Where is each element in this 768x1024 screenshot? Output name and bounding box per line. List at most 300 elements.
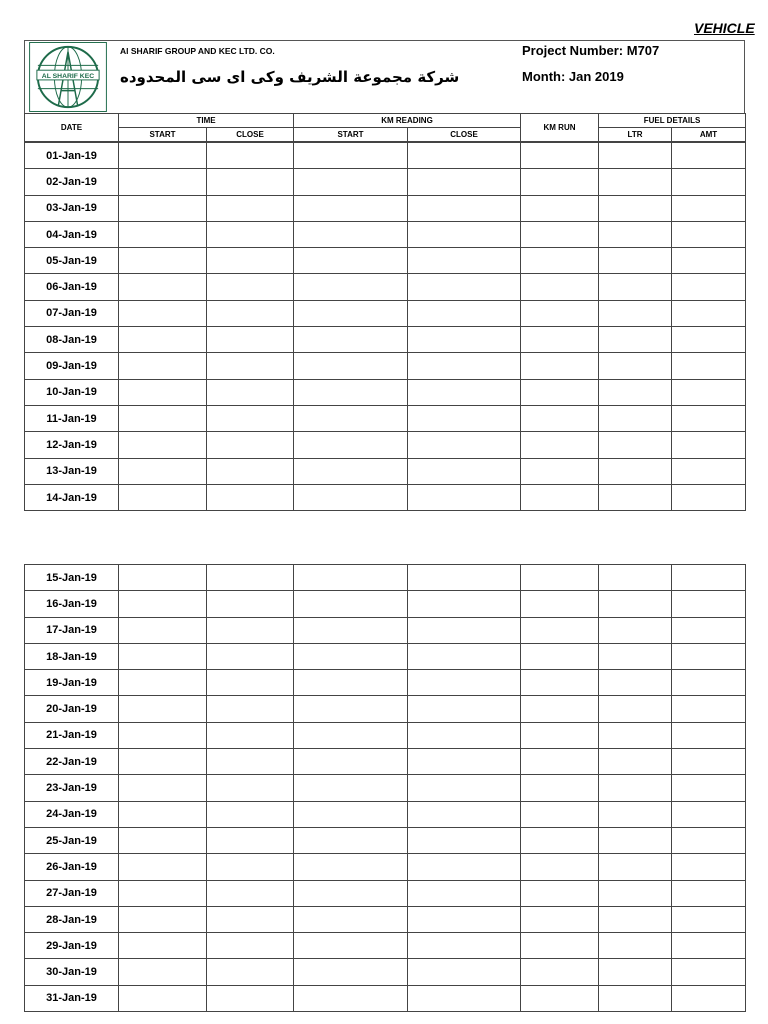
- table-row: [25, 221, 746, 247]
- km-start-cell[interactable]: [294, 221, 408, 247]
- km-start-cell[interactable]: [294, 458, 408, 484]
- km-run-cell[interactable]: [521, 327, 599, 353]
- table-row: [25, 985, 746, 1011]
- km-close-cell[interactable]: [408, 880, 521, 906]
- fuel-amt-cell[interactable]: [672, 274, 746, 300]
- time-start-cell[interactable]: [119, 827, 207, 853]
- time-close-cell[interactable]: [207, 749, 294, 775]
- km-run-cell[interactable]: [521, 722, 599, 748]
- time-close-cell[interactable]: [207, 565, 294, 591]
- date-cell: 20-Jan-19: [25, 696, 119, 722]
- km-run-cell[interactable]: [521, 880, 599, 906]
- fuel-amt-cell[interactable]: [672, 906, 746, 932]
- fuel-amt-cell[interactable]: [672, 854, 746, 880]
- table-row: [25, 432, 746, 458]
- project-number: Project Number: M707: [522, 43, 660, 58]
- fuel-details-column-header: FUEL DETAILS: [599, 114, 746, 128]
- time-close-cell[interactable]: [207, 274, 294, 300]
- fuel-amt-cell[interactable]: [672, 643, 746, 669]
- time-start-cell[interactable]: [119, 327, 207, 353]
- time-close-cell[interactable]: [207, 221, 294, 247]
- fuel-ltr-cell[interactable]: [599, 959, 672, 985]
- table-row: [25, 353, 746, 379]
- fuel-ltr-cell[interactable]: [599, 458, 672, 484]
- km-close-cell[interactable]: [408, 484, 521, 510]
- km-start-cell[interactable]: [294, 432, 408, 458]
- km-start-cell[interactable]: [294, 880, 408, 906]
- km-close-cell[interactable]: [408, 195, 521, 221]
- km-run-cell[interactable]: [521, 565, 599, 591]
- table-row: [25, 565, 746, 591]
- km-start-cell[interactable]: [294, 670, 408, 696]
- km-start-cell[interactable]: [294, 379, 408, 405]
- time-close-cell[interactable]: [207, 143, 294, 169]
- fuel-ltr-cell[interactable]: [599, 617, 672, 643]
- km-start-cell[interactable]: [294, 300, 408, 326]
- km-start-cell[interactable]: [294, 195, 408, 221]
- date-cell: 19-Jan-19: [25, 670, 119, 696]
- km-run-cell[interactable]: [521, 827, 599, 853]
- time-close-cell[interactable]: [207, 379, 294, 405]
- table-row: [25, 722, 746, 748]
- time-close-cell[interactable]: [207, 484, 294, 510]
- fuel-amt-cell[interactable]: [672, 484, 746, 510]
- table-row: [25, 880, 746, 906]
- km-close-cell[interactable]: [408, 959, 521, 985]
- fuel-ltr-cell[interactable]: [599, 722, 672, 748]
- time-column-header: TIME: [119, 114, 294, 128]
- date-cell: 28-Jan-19: [25, 906, 119, 932]
- km-start-header: START: [294, 128, 408, 142]
- fuel-ltr-cell[interactable]: [599, 643, 672, 669]
- km-run-cell[interactable]: [521, 985, 599, 1011]
- time-start-cell[interactable]: [119, 670, 207, 696]
- km-start-cell[interactable]: [294, 484, 408, 510]
- km-run-cell[interactable]: [521, 221, 599, 247]
- time-close-cell[interactable]: [207, 300, 294, 326]
- km-run-cell[interactable]: [521, 643, 599, 669]
- fuel-ltr-cell[interactable]: [599, 670, 672, 696]
- fuel-amt-cell[interactable]: [672, 617, 746, 643]
- km-close-cell[interactable]: [408, 458, 521, 484]
- time-start-cell[interactable]: [119, 801, 207, 827]
- table-row: [25, 300, 746, 326]
- km-close-cell[interactable]: [408, 722, 521, 748]
- time-close-cell[interactable]: [207, 801, 294, 827]
- date-cell: 23-Jan-19: [25, 775, 119, 801]
- km-run-cell[interactable]: [521, 591, 599, 617]
- time-close-cell[interactable]: [207, 985, 294, 1011]
- fuel-ltr-cell[interactable]: [599, 801, 672, 827]
- km-close-cell[interactable]: [408, 643, 521, 669]
- km-start-cell[interactable]: [294, 827, 408, 853]
- km-close-header: CLOSE: [408, 128, 521, 142]
- km-close-cell[interactable]: [408, 379, 521, 405]
- km-run-cell[interactable]: [521, 933, 599, 959]
- km-close-cell[interactable]: [408, 775, 521, 801]
- month-label: Month: Jan 2019: [522, 69, 624, 84]
- fuel-ltr-cell[interactable]: [599, 379, 672, 405]
- fuel-amt-cell[interactable]: [672, 221, 746, 247]
- date-cell: 21-Jan-19: [25, 722, 119, 748]
- time-start-cell[interactable]: [119, 458, 207, 484]
- fuel-ltr-cell[interactable]: [599, 484, 672, 510]
- fuel-amt-header: AMT: [672, 128, 746, 142]
- fuel-amt-cell[interactable]: [672, 880, 746, 906]
- time-start-cell[interactable]: [119, 169, 207, 195]
- km-close-cell[interactable]: [408, 432, 521, 458]
- fuel-amt-cell[interactable]: [672, 801, 746, 827]
- km-run-column-header: KM RUN: [521, 114, 599, 142]
- km-start-cell[interactable]: [294, 722, 408, 748]
- km-reading-column-header: KM READING: [294, 114, 521, 128]
- fuel-ltr-cell[interactable]: [599, 985, 672, 1011]
- km-close-cell[interactable]: [408, 274, 521, 300]
- date-cell: 14-Jan-19: [25, 484, 119, 510]
- km-run-cell[interactable]: [521, 854, 599, 880]
- table-row: [25, 484, 746, 510]
- date-cell: 04-Jan-19: [25, 221, 119, 247]
- fuel-amt-cell[interactable]: [672, 933, 746, 959]
- column-header-table: [24, 113, 746, 142]
- km-start-cell[interactable]: [294, 775, 408, 801]
- fuel-amt-cell[interactable]: [672, 143, 746, 169]
- fuel-amt-cell[interactable]: [672, 379, 746, 405]
- time-close-cell[interactable]: [207, 696, 294, 722]
- km-close-cell[interactable]: [408, 405, 521, 431]
- date-cell: 01-Jan-19: [25, 143, 119, 169]
- fuel-ltr-cell[interactable]: [599, 749, 672, 775]
- time-close-cell[interactable]: [207, 643, 294, 669]
- fuel-ltr-cell[interactable]: [599, 169, 672, 195]
- km-start-cell[interactable]: [294, 169, 408, 195]
- time-start-cell[interactable]: [119, 353, 207, 379]
- time-close-cell[interactable]: [207, 432, 294, 458]
- km-run-cell[interactable]: [521, 959, 599, 985]
- date-cell: 25-Jan-19: [25, 827, 119, 853]
- company-name-arabic: شركة مجموعة الشريف وكى اى سى المحدوده: [120, 68, 460, 86]
- fuel-amt-cell[interactable]: [672, 591, 746, 617]
- km-close-cell[interactable]: [408, 248, 521, 274]
- fuel-ltr-cell[interactable]: [599, 221, 672, 247]
- km-close-cell[interactable]: [408, 985, 521, 1011]
- time-close-cell[interactable]: [207, 169, 294, 195]
- fuel-amt-cell[interactable]: [672, 959, 746, 985]
- fuel-ltr-cell[interactable]: [599, 353, 672, 379]
- fuel-amt-cell[interactable]: [672, 432, 746, 458]
- km-start-cell[interactable]: [294, 143, 408, 169]
- km-close-cell[interactable]: [408, 617, 521, 643]
- time-start-cell[interactable]: [119, 248, 207, 274]
- date-cell: 31-Jan-19: [25, 985, 119, 1011]
- time-start-cell[interactable]: [119, 617, 207, 643]
- table-row: [25, 274, 746, 300]
- fuel-amt-cell[interactable]: [672, 300, 746, 326]
- km-start-cell[interactable]: [294, 643, 408, 669]
- km-run-cell[interactable]: [521, 143, 599, 169]
- fuel-ltr-cell[interactable]: [599, 300, 672, 326]
- table-row: [25, 169, 746, 195]
- time-close-cell[interactable]: [207, 617, 294, 643]
- km-run-cell[interactable]: [521, 379, 599, 405]
- km-run-cell[interactable]: [521, 749, 599, 775]
- date-cell: 08-Jan-19: [25, 327, 119, 353]
- date-cell: 12-Jan-19: [25, 432, 119, 458]
- table-row: [25, 617, 746, 643]
- time-start-cell[interactable]: [119, 749, 207, 775]
- km-start-cell[interactable]: [294, 327, 408, 353]
- date-cell: 27-Jan-19: [25, 880, 119, 906]
- date-cell: 06-Jan-19: [25, 274, 119, 300]
- fuel-ltr-cell[interactable]: [599, 432, 672, 458]
- km-run-cell[interactable]: [521, 801, 599, 827]
- table-row: [25, 933, 746, 959]
- log-table-second-half: [24, 564, 746, 1012]
- km-start-cell[interactable]: [294, 985, 408, 1011]
- time-start-cell[interactable]: [119, 880, 207, 906]
- logo-text: AL SHARIF KEC: [41, 72, 95, 80]
- fuel-amt-cell[interactable]: [672, 775, 746, 801]
- fuel-ltr-cell[interactable]: [599, 933, 672, 959]
- date-cell: 15-Jan-19: [25, 565, 119, 591]
- date-cell: 22-Jan-19: [25, 749, 119, 775]
- km-close-cell[interactable]: [408, 353, 521, 379]
- fuel-amt-cell[interactable]: [672, 722, 746, 748]
- time-start-header: START: [119, 128, 207, 142]
- time-close-cell[interactable]: [207, 405, 294, 431]
- km-run-cell[interactable]: [521, 195, 599, 221]
- table-row: [25, 854, 746, 880]
- time-start-cell[interactable]: [119, 775, 207, 801]
- table-row: [25, 670, 746, 696]
- time-start-cell[interactable]: [119, 591, 207, 617]
- km-close-cell[interactable]: [408, 221, 521, 247]
- fuel-ltr-cell[interactable]: [599, 143, 672, 169]
- date-cell: 29-Jan-19: [25, 933, 119, 959]
- fuel-ltr-cell[interactable]: [599, 775, 672, 801]
- km-run-cell[interactable]: [521, 617, 599, 643]
- fuel-amt-cell[interactable]: [672, 248, 746, 274]
- date-cell: 02-Jan-19: [25, 169, 119, 195]
- time-start-cell[interactable]: [119, 722, 207, 748]
- fuel-amt-cell[interactable]: [672, 169, 746, 195]
- document-header: [24, 40, 745, 113]
- table-row: [25, 379, 746, 405]
- fuel-amt-cell[interactable]: [672, 327, 746, 353]
- date-cell: 13-Jan-19: [25, 458, 119, 484]
- time-close-cell[interactable]: [207, 775, 294, 801]
- km-start-cell[interactable]: [294, 749, 408, 775]
- km-close-cell[interactable]: [408, 670, 521, 696]
- fuel-amt-cell[interactable]: [672, 670, 746, 696]
- date-cell: 26-Jan-19: [25, 854, 119, 880]
- date-cell: 09-Jan-19: [25, 353, 119, 379]
- table-row: [25, 959, 746, 985]
- fuel-ltr-cell[interactable]: [599, 827, 672, 853]
- km-run-cell[interactable]: [521, 458, 599, 484]
- time-close-cell[interactable]: [207, 880, 294, 906]
- table-row: [25, 775, 746, 801]
- km-close-cell[interactable]: [408, 591, 521, 617]
- fuel-ltr-cell[interactable]: [599, 906, 672, 932]
- time-start-cell[interactable]: [119, 484, 207, 510]
- date-cell: 18-Jan-19: [25, 643, 119, 669]
- time-close-cell[interactable]: [207, 959, 294, 985]
- fuel-amt-cell[interactable]: [672, 749, 746, 775]
- table-row: [25, 696, 746, 722]
- time-start-cell[interactable]: [119, 379, 207, 405]
- fuel-amt-cell[interactable]: [672, 696, 746, 722]
- time-start-cell[interactable]: [119, 143, 207, 169]
- fuel-amt-cell[interactable]: [672, 195, 746, 221]
- km-start-cell[interactable]: [294, 959, 408, 985]
- km-close-cell[interactable]: [408, 827, 521, 853]
- fuel-ltr-cell[interactable]: [599, 880, 672, 906]
- km-start-cell[interactable]: [294, 906, 408, 932]
- table-row: [25, 458, 746, 484]
- date-cell: 10-Jan-19: [25, 379, 119, 405]
- time-close-cell[interactable]: [207, 670, 294, 696]
- km-close-cell[interactable]: [408, 749, 521, 775]
- table-row: [25, 195, 746, 221]
- time-start-cell[interactable]: [119, 405, 207, 431]
- date-cell: 11-Jan-19: [25, 405, 119, 431]
- km-run-cell[interactable]: [521, 432, 599, 458]
- date-cell: 17-Jan-19: [25, 617, 119, 643]
- time-close-cell[interactable]: [207, 591, 294, 617]
- time-close-cell[interactable]: [207, 722, 294, 748]
- table-row: [25, 643, 746, 669]
- km-start-cell[interactable]: [294, 353, 408, 379]
- km-run-cell[interactable]: [521, 906, 599, 932]
- km-run-cell[interactable]: [521, 775, 599, 801]
- table-row: [25, 749, 746, 775]
- time-close-cell[interactable]: [207, 458, 294, 484]
- km-run-cell[interactable]: [521, 670, 599, 696]
- fuel-ltr-cell[interactable]: [599, 696, 672, 722]
- date-cell: 07-Jan-19: [25, 300, 119, 326]
- time-close-cell[interactable]: [207, 854, 294, 880]
- fuel-ltr-cell[interactable]: [599, 854, 672, 880]
- km-run-cell[interactable]: [521, 353, 599, 379]
- time-start-cell[interactable]: [119, 432, 207, 458]
- table-row: [25, 248, 746, 274]
- fuel-ltr-cell[interactable]: [599, 565, 672, 591]
- km-run-cell[interactable]: [521, 300, 599, 326]
- km-start-cell[interactable]: [294, 617, 408, 643]
- km-start-cell[interactable]: [294, 591, 408, 617]
- km-run-cell[interactable]: [521, 484, 599, 510]
- time-start-cell[interactable]: [119, 221, 207, 247]
- time-start-cell[interactable]: [119, 565, 207, 591]
- time-start-cell[interactable]: [119, 906, 207, 932]
- table-row: [25, 405, 746, 431]
- date-cell: 30-Jan-19: [25, 959, 119, 985]
- fuel-amt-cell[interactable]: [672, 565, 746, 591]
- table-row: [25, 906, 746, 932]
- fuel-ltr-cell[interactable]: [599, 195, 672, 221]
- time-start-cell[interactable]: [119, 300, 207, 326]
- table-row: [25, 801, 746, 827]
- km-start-cell[interactable]: [294, 854, 408, 880]
- table-row: [25, 327, 746, 353]
- time-close-cell[interactable]: [207, 248, 294, 274]
- km-close-cell[interactable]: [408, 906, 521, 932]
- km-run-cell[interactable]: [521, 274, 599, 300]
- fuel-amt-cell[interactable]: [672, 985, 746, 1011]
- km-close-cell[interactable]: [408, 801, 521, 827]
- fuel-amt-cell[interactable]: [672, 827, 746, 853]
- time-close-cell[interactable]: [207, 195, 294, 221]
- date-column-header: DATE: [25, 114, 119, 142]
- km-run-cell[interactable]: [521, 405, 599, 431]
- company-name-english: Al SHARIF GROUP AND KEC LTD. CO.: [120, 46, 275, 56]
- fuel-ltr-cell[interactable]: [599, 327, 672, 353]
- km-run-cell[interactable]: [521, 696, 599, 722]
- date-cell: 24-Jan-19: [25, 801, 119, 827]
- document-title: VEHICLE: [694, 20, 755, 36]
- fuel-ltr-cell[interactable]: [599, 248, 672, 274]
- km-close-cell[interactable]: [408, 169, 521, 195]
- table-row: [25, 143, 746, 169]
- time-close-header: CLOSE: [207, 128, 294, 142]
- km-start-cell[interactable]: [294, 405, 408, 431]
- date-cell: 16-Jan-19: [25, 591, 119, 617]
- fuel-amt-cell[interactable]: [672, 405, 746, 431]
- time-start-cell[interactable]: [119, 959, 207, 985]
- km-close-cell[interactable]: [408, 565, 521, 591]
- log-table-first-half: [24, 142, 746, 511]
- fuel-ltr-cell[interactable]: [599, 274, 672, 300]
- fuel-ltr-cell[interactable]: [599, 591, 672, 617]
- km-close-cell[interactable]: [408, 143, 521, 169]
- fuel-ltr-header: LTR: [599, 128, 672, 142]
- km-run-cell[interactable]: [521, 169, 599, 195]
- time-close-cell[interactable]: [207, 933, 294, 959]
- company-logo: [29, 42, 107, 112]
- km-close-cell[interactable]: [408, 696, 521, 722]
- km-close-cell[interactable]: [408, 854, 521, 880]
- date-cell: 03-Jan-19: [25, 195, 119, 221]
- km-close-cell[interactable]: [408, 327, 521, 353]
- table-row: [25, 591, 746, 617]
- time-start-cell[interactable]: [119, 854, 207, 880]
- km-start-cell[interactable]: [294, 274, 408, 300]
- time-close-cell[interactable]: [207, 327, 294, 353]
- table-row: [25, 827, 746, 853]
- km-close-cell[interactable]: [408, 933, 521, 959]
- km-run-cell[interactable]: [521, 248, 599, 274]
- time-close-cell[interactable]: [207, 827, 294, 853]
- km-start-cell[interactable]: [294, 933, 408, 959]
- km-start-cell[interactable]: [294, 565, 408, 591]
- km-start-cell[interactable]: [294, 696, 408, 722]
- time-start-cell[interactable]: [119, 933, 207, 959]
- time-start-cell[interactable]: [119, 696, 207, 722]
- time-start-cell[interactable]: [119, 985, 207, 1011]
- fuel-amt-cell[interactable]: [672, 353, 746, 379]
- fuel-amt-cell[interactable]: [672, 458, 746, 484]
- km-start-cell[interactable]: [294, 248, 408, 274]
- fuel-ltr-cell[interactable]: [599, 405, 672, 431]
- time-close-cell[interactable]: [207, 906, 294, 932]
- km-close-cell[interactable]: [408, 300, 521, 326]
- time-close-cell[interactable]: [207, 353, 294, 379]
- time-start-cell[interactable]: [119, 274, 207, 300]
- time-start-cell[interactable]: [119, 195, 207, 221]
- km-start-cell[interactable]: [294, 801, 408, 827]
- time-start-cell[interactable]: [119, 643, 207, 669]
